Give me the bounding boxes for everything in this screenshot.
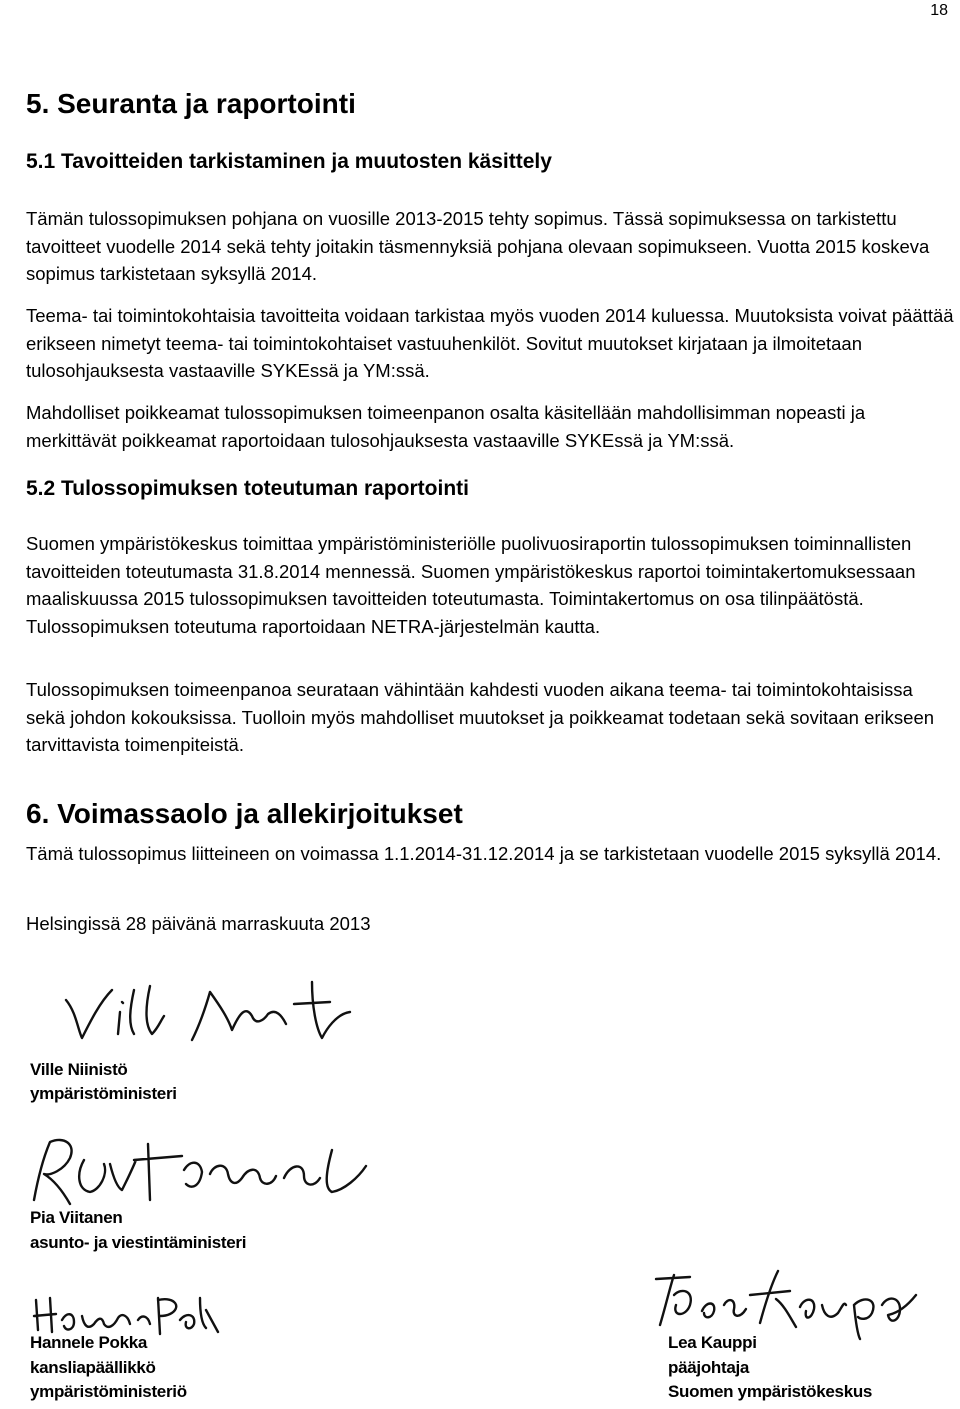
- signatory-title: asunto- ja viestintäministeri: [30, 1233, 247, 1252]
- section-5-1-paragraph-1: Tämän tulossopimuksen pohjana on vuosille 2013-2015 tehty sopimus. Tässä sopimuksessa on tarkistettu tavoitteet vuodelle 2014 sekä tehty joitakin täsmennyksiä pohjana olevaan sopimukseen. Vuotta 2015 koskeva sopimus tarkistetaan syksyllä 2014.: [26, 208, 930, 284]
- signatory-name: Hannele Pokka: [30, 1333, 148, 1352]
- signatory-name: Ville Niinistö: [30, 1060, 128, 1079]
- section-5-1-heading: 5.1 Tavoitteiden tarkistaminen ja muutosten käsittely: [26, 150, 552, 173]
- section-6-paragraph-1: Tämä tulossopimus liitteineen on voimassa 1.1.2014-31.12.2014 ja se tarkistetaan vuodelle 2015 syksyllä 2014.: [26, 843, 942, 864]
- place-and-date: Helsingissä 28 päivänä marraskuuta 2013: [26, 913, 371, 934]
- section-6-heading: 6. Voimassaolo ja allekirjoitukset: [26, 798, 463, 829]
- signatory-title: ympäristöministeri: [30, 1084, 177, 1103]
- section-5-1-paragraph-3: Mahdolliset poikkeamat tulossopimuksen toimeenpanon osalta käsitellään mahdollisimman nopeasti ja merkittävät poikkeamat raportoidaan tulosohjauksesta vastaaville SYKEssä ja YM:ssä.: [26, 402, 866, 451]
- signatory-organization: Suomen ympäristökeskus: [668, 1382, 873, 1401]
- handwritten-signature-viitanen: [14, 1130, 394, 1210]
- signatory-title: kansliapäällikkö: [30, 1358, 156, 1377]
- section-5-2-paragraph-2: Tulossopimuksen toimeenpanoa seurataan vähintään kahdesti vuoden aikana teema- tai toimintokohtaisissa sekä johdon kokouksissa. Tuolloin myös mahdolliset muutokset ja poikkeamat todetaan sekä sovitaan erikseen tarvittavista toimenpiteistä.: [26, 679, 935, 755]
- section-5-2-paragraph-1: Suomen ympäristökeskus toimittaa ympäristöministeriölle puolivuosiraportin tulossopimuksen toiminnallisten tavoitteiden toteutumasta 31.8.2014 mennessä. Suomen ympäristökeskus raportoi toimintakertomuksessaan maaliskuussa 2015 tulossopimuksen tavoitteiden toteutumasta. Toimintakertomus on osa tilinpäätöstä. Tulossopimuksen toteutuma raportoidaan NETRA-järjestelmän kautta.: [26, 533, 916, 637]
- signatory-organization: ympäristöministeriö: [30, 1382, 187, 1401]
- section-5-2-heading: 5.2 Tulossopimuksen toteutuman raportointi: [26, 477, 469, 500]
- signatory-title: pääjohtaja: [668, 1358, 750, 1377]
- page-number: 18: [930, 2, 948, 19]
- handwritten-signature-niinisto: [60, 972, 360, 1052]
- signatory-name: Pia Viitanen: [30, 1208, 123, 1227]
- section-5-heading: 5. Seuranta ja raportointi: [26, 88, 356, 119]
- handwritten-signature-kauppi: [650, 1265, 920, 1340]
- section-5-1-paragraph-2: Teema- tai toimintokohtaisia tavoitteita voidaan tarkistaa myös vuoden 2014 kuluessa. Muutoksista voivat päättää erikseen nimetyt teema- tai toimintokohtaiset vastuuhenkilöt. Sovitut muutokset kirjataan ja ilmoitetaan tulosohjauksesta vastaaville SYKEssä ja YM:ssä.: [26, 305, 954, 381]
- signatory-name: Lea Kauppi: [668, 1333, 757, 1352]
